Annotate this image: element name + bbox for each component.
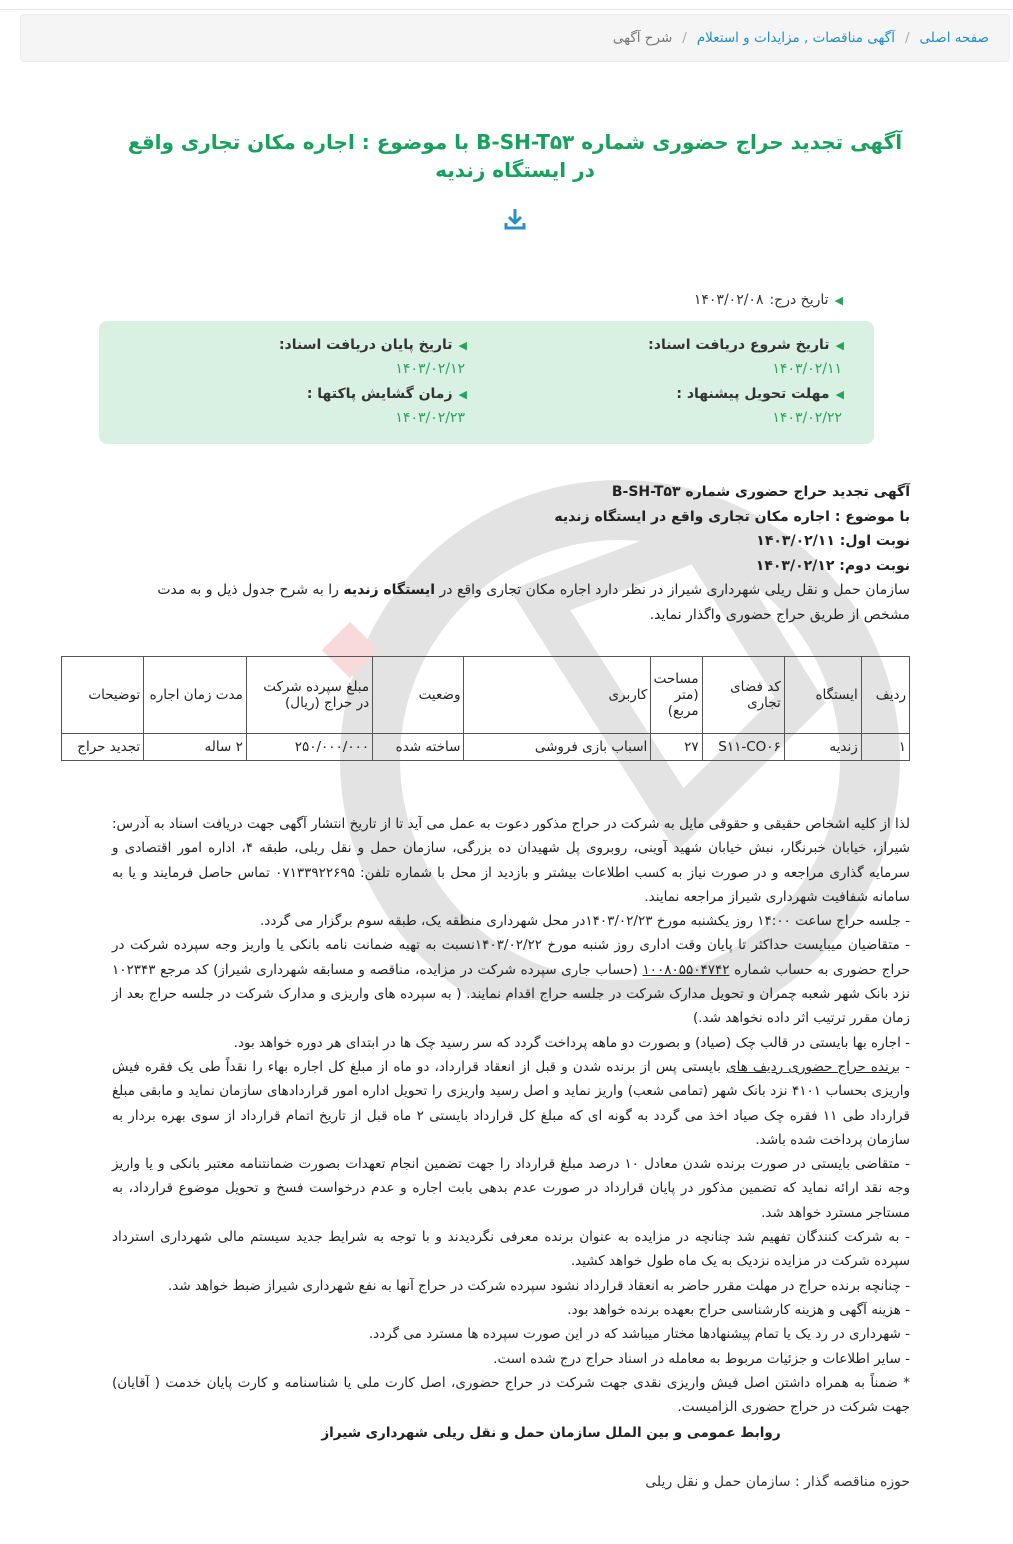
terms-text: (حساب جاری سپرده شرکت در مزایده، مناقصه و مسابقه شهرداری شیراز) کد مرجع ۱۰۲۳۴۳ نزد بانک شهر شعبه چمران و تحویل مدارک شرکت در جلسه حراج اقدام نمایند. ( به سپرده های واریزی و مدارک شرکت در جلسه حراج بعد از زمان مقرر ترتیب اثر داده نخواهد شد.)	[112, 961, 910, 1027]
breadcrumb-current: شرح آگهی	[612, 30, 673, 46]
end-date-label: تاریخ پایان دریافت اسناد:	[278, 337, 453, 353]
table-header: کد فضای تجاری	[702, 657, 784, 734]
breadcrumb-separator: /	[904, 30, 910, 46]
table-header: مدت زمان اجاره	[144, 657, 247, 734]
opening-date	[127, 386, 467, 426]
publish-date-value: ۱۴۰۳/۰۲/۰۸	[693, 292, 764, 308]
table-cell: S۱۱-CO۰۶	[702, 734, 784, 761]
terms-paragraph: - به شرکت کنندگان تفهیم شد چنانچه در مزایده به عنوان برنده معرفی نگردیدند و با توجه به شرایط جدید سیستم مالی شهرداری استرداد سپرده شرکت در مزایده نزدیک به یک ماه طول خواهد کشید.	[112, 1229, 910, 1270]
bullet-arrow-icon: ◀	[834, 293, 843, 307]
deadline-date	[504, 386, 844, 426]
start-date-value: ۱۴۰۳/۰۲/۱۱	[772, 361, 842, 377]
bullet-arrow-icon: ◀	[835, 338, 844, 352]
bullet-arrow-icon: ◀	[458, 338, 467, 352]
table-header: ردیف	[861, 657, 909, 734]
tender-authority: حوزه مناقصه گذار : سازمان حمل و نقل ریلی	[645, 1474, 910, 1490]
table-header: توضیحات	[62, 657, 144, 734]
start-date	[504, 337, 844, 377]
opening-date-value: ۱۴۰۳/۰۲/۲۳	[395, 410, 465, 426]
body-second-round: نوبت دوم: ۱۴۰۳/۰۲/۱۲	[755, 557, 910, 574]
opening-date-label: زمان گشایش پاکتها :	[306, 386, 453, 402]
table-cell: زندیه	[784, 734, 861, 761]
end-date	[127, 337, 467, 377]
breadcrumb	[20, 14, 1010, 62]
top-divider	[0, 9, 1013, 10]
body-heading-number: آگهی تجدید حراج حضوری شماره B-SH-T۵۳	[611, 484, 910, 500]
table-cell: ۲۵۰/۰۰۰/۰۰۰	[246, 734, 372, 761]
body-heading-subject: با موضوع : اجاره مکان تجاری واقع در ایستگاه زندیه	[554, 508, 910, 525]
table-header: کاربری	[464, 657, 651, 734]
terms-paragraph: - اجاره بها بایستی در قالب چک (صیاد) و بصورت دو ماهه پرداخت گردد که سر رسید چک ها در ابتدای هر دوره خواهد بود.	[233, 1034, 910, 1051]
table-header: مساحت (متر مربع)	[651, 657, 702, 734]
start-date-label: تاریخ شروع دریافت اسناد:	[648, 337, 830, 353]
announcement-body	[120, 480, 910, 627]
table-header: ایستگاه	[784, 657, 861, 734]
table-cell: ۱	[861, 734, 909, 761]
terms-paragraph: * ضمناً به همراه داشتن اصل فیش واریزی نقدی جهت شرکت در حراج حضوری، اصل کارت ملی یا شناسنامه و کارت پایان خدمت ( آقایان) جهت شرکت در حراج حضوری الزامیست.	[112, 1374, 910, 1416]
deadline-date-value: ۱۴۰۳/۰۲/۲۲	[772, 410, 842, 426]
terms-underlined: برنده حراج حضوری ردیف های	[726, 1058, 901, 1075]
table-cell: ۲ ساله	[144, 734, 247, 761]
table-header: مبلغ سپرده شرکت در حراج (ریال)	[246, 657, 372, 734]
dates-info-box	[99, 321, 874, 444]
terms-text: - متقاضیان میبایست حداکثر تا پایان وقت اداری روز شنبه مورخ ۱۴۰۳/۰۲/۲۲نسبت به تهیه ضمانت نامه بانکی یا واریز وجه سپرده شرکت در حراج حضوری به حساب شماره	[112, 937, 911, 978]
terms-paragraph: - هزینه آگهی و هزینه کارشناسی حراج بعهده برنده خواهد بود.	[567, 1301, 910, 1318]
body-first-round: نوبت اول: ۱۴۰۳/۰۲/۱۱	[756, 533, 910, 549]
table-header: وضعیت	[373, 657, 464, 734]
auction-table	[61, 656, 910, 761]
intro-text-b: را به شرح جدول ذیل و به مدت مشخص از طریق حراج حضوری واگذار نماید.	[157, 582, 910, 623]
terms-paragraph	[112, 1055, 910, 1152]
table-cell: ساخته شده	[373, 734, 464, 761]
breadcrumb-section-link[interactable]: آگهی مناقصات , مزایدات و استعلام	[696, 30, 895, 46]
publish-date-label: تاریخ درج:	[769, 292, 829, 308]
table-row	[62, 734, 910, 761]
download-icon	[502, 206, 528, 232]
table-cell: تجدید حراج	[62, 734, 144, 761]
download-button[interactable]	[502, 206, 528, 232]
account-number: ۱۰۰۸۰۵۵۰۴۷۴۲	[642, 961, 730, 978]
terms-paragraph: - جلسه حراج ساعت ۱۴:۰۰ روز یکشنبه مورخ ۱۴۰۳/۰۲/۲۳در محل شهرداری منطقه یک، طبقه سوم برگزار می گردد.	[260, 913, 910, 930]
breadcrumb-separator: /	[682, 30, 687, 46]
page-title: آگهی تجدید حراج حضوری شماره B-SH-T۵۳ با موضوع : اجاره مکان تجاری واقع در ایستگاه زندیه	[127, 130, 903, 182]
terms-text: -	[900, 1058, 910, 1075]
end-date-value: ۱۴۰۳/۰۲/۱۲	[395, 361, 465, 377]
signature: روابط عمومی و بین الملل سازمان حمل و نقل ریلی شهرداری شیراز	[321, 1425, 781, 1442]
table-header-row	[62, 657, 910, 734]
bullet-arrow-icon: ◀	[835, 387, 844, 401]
publish-date	[694, 292, 843, 308]
intro-text-a: سازمان حمل و نقل ریلی شهرداری شیراز در نظر دارد اجاره مکان تجاری واقع در	[435, 582, 910, 598]
table-cell: ۲۷	[651, 734, 702, 761]
terms-paragraph: - شهرداری در رد یک یا تمام پیشنهادها مختار میباشد که در این صورت سپرده ها مسترد می گردد.	[368, 1326, 910, 1343]
body-intro	[120, 578, 910, 627]
terms-paragraph: - متقاضی بایستی در صورت برنده شدن معادل ۱۰ درصد مبلغ قرارداد را جهت تضمین انجام تعهدات بصورت ضمانتنامه معتبر بانکی و یا واریز وجه نقد ارائه نماید که تضمین مذکور در پایان قرارداد در صورت عدم بدهی بابت اجاره و عدم درخواست فسخ و تحویل موضوع قرارداد، به مستاجر مسترد خواهد شد.	[112, 1156, 910, 1221]
terms-paragraph: لذا از کلیه اشخاص حقیقی و حقوقی مایل به شرکت در حراج مذکور دعوت به عمل می آید تا از تاریخ انتشار آگهی جهت دریافت اسناد به آدرس: شیراز، خیابان خبرنگار، نبش خیابان شهید آوینی، روبروی پل شهیدان ده بزرگی، سازمان حمل و نقل ریلی، طبقه ۴، اداره امور اقتصادی و سرمایه گذاری مراجعه و در صورت نیاز به کسب اطلاعات بیشتر و بازدید از محل با شماره تلفن: ۰۷۱۳۳۹۲۲۶۹۵ تماس حاصل فرمایند و یا به سامانه شفافیت شهرداری شیراز مراجعه نمایند.	[112, 816, 910, 905]
terms-paragraph	[112, 933, 910, 1030]
intro-station: ایستگاه زندیه	[343, 582, 436, 598]
deadline-date-label: مهلت تحویل پیشنهاد :	[676, 386, 830, 402]
terms-text: بایستی پس از برنده شدن و قبل از انعقاد قرارداد، دو ماه از مبلغ کل اجاره بهاء را نقداً طی یک فقره فیش واریزی بحساب ۴۱۰۱ نزد بانک شهر (تمامی شعب) واریز نماید و اصل رسید واریزی را تحویل اداره امور قراردادهای سازمان نماید و مابقی مبلغ قرارداد طی ۱۱ فقره چک صیاد اخذ می گردد به گونه ای که مبلغ کل قرارداد بایستی ۲ ماه قبل از تاریخ اتمام قرارداد از سوی بهره بردار به سازمان پرداخت شده باشد.	[112, 1058, 911, 1148]
breadcrumb-home-link[interactable]: صفحه اصلی	[919, 30, 989, 46]
terms-paragraph: - چنانچه برنده حراج در مهلت مقرر حاضر به انعقاد قرارداد نشود سپرده شرکت در حراج آنها به نفع شهرداری شیراز ضبط خواهد شد.	[167, 1277, 910, 1294]
terms-paragraph: - سایر اطلاعات و جزئیات مربوط به معامله در اسناد حراج درج شده است.	[493, 1350, 910, 1367]
table-cell: اسباب بازی فروشی	[464, 734, 651, 761]
bullet-arrow-icon: ◀	[458, 387, 467, 401]
terms-section	[112, 812, 910, 1446]
